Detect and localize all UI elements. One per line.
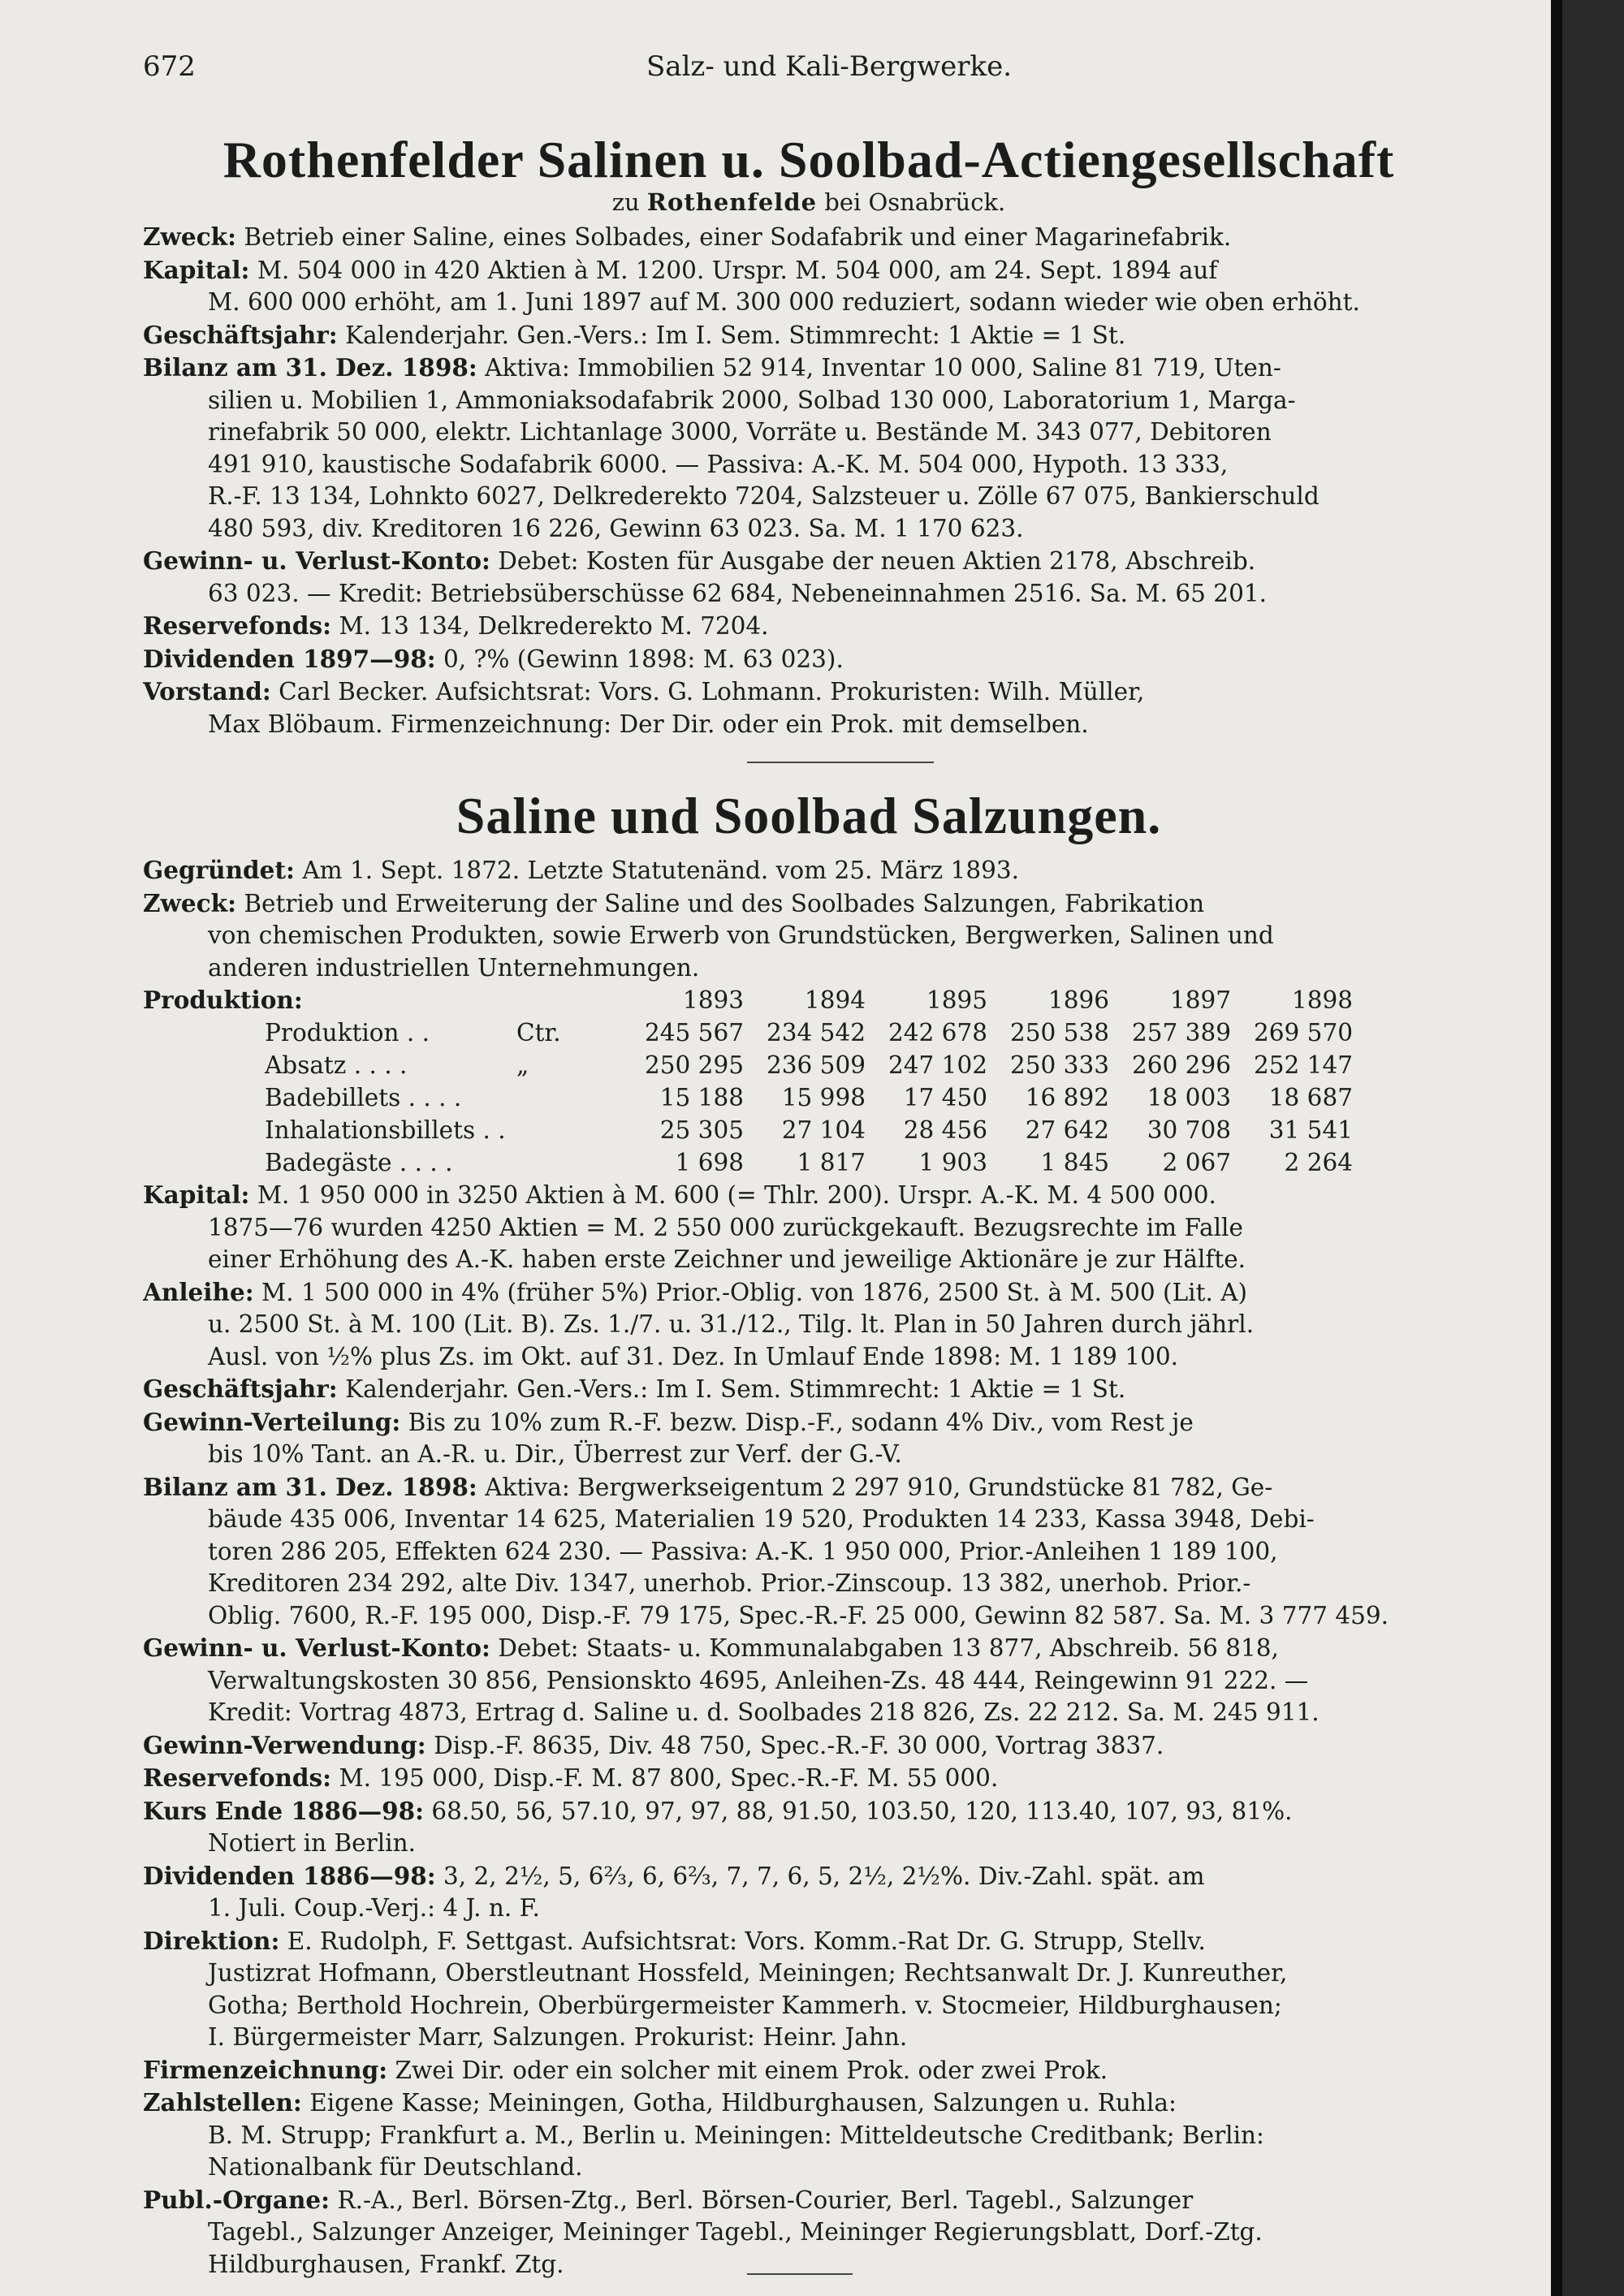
production-row: [143, 1114, 1353, 1146]
entry-line: [143, 675, 1515, 709]
entry-text: von chemischen Produkten, sowie Erwerb von Grundstücken, Bergwerken, Salinen und: [208, 921, 1274, 949]
entry-line: [143, 1632, 1515, 1665]
production-cell: 28 456: [903, 1116, 987, 1144]
entry-text: 0, ?% (Gewinn 1898: M. 63 023).: [435, 645, 844, 673]
entry-line: [143, 1373, 1515, 1406]
entry-text: Aktiva: Bergwerkseigentum 2 297 910, Grundstücke 81 782, Ge-: [477, 1473, 1273, 1501]
entry-continuation-line: [143, 1244, 1515, 1276]
production-cell: 269 570: [1254, 1019, 1353, 1047]
entry-text: Hildburghausen, Frankf. Ztg.: [208, 2250, 564, 2278]
entry-line: [143, 2054, 1515, 2087]
entry-text: Justizrat Hofmann, Oberstleutnant Hossfeld, Meiningen; Rechtsanwalt Dr. J. Kunreuther,: [208, 1959, 1288, 1987]
production-cell: 250 538: [1010, 1019, 1109, 1047]
production-cell: 2 264: [1284, 1149, 1353, 1176]
production-cell: 245 567: [645, 1019, 744, 1047]
entry-continuation-line: [143, 1957, 1515, 1990]
entry-text: Gotha; Berthold Hochrein, Oberbürgermeister Kammerh. v. Stocmeier, Hildburghausen;: [208, 1991, 1282, 2019]
entry-line: [143, 1860, 1515, 1893]
entry-continuation-line: [143, 2120, 1515, 2152]
entry-label: Kurs Ende 1886—98:: [143, 1796, 425, 1825]
entry-label: Reservefonds:: [143, 611, 332, 640]
entry-text: Eigene Kasse; Meiningen, Gotha, Hildburghausen, Salzungen u. Ruhla:: [301, 2089, 1177, 2117]
production-row-label: Produktion . .: [265, 1019, 430, 1047]
company1-title: Rothenfelder Salinen u. Soolbad-Actiengesellschaft: [222, 131, 1395, 188]
company1-subtitle: [143, 188, 1475, 216]
entry-continuation-line: [143, 2249, 1515, 2281]
production-cell: 252 147: [1254, 1051, 1353, 1079]
entry-text: M. 195 000, Disp.-F. M. 87 800, Spec.-R.-F. M. 55 000.: [331, 1764, 999, 1792]
production-row-label: Absatz . . . .: [265, 1051, 408, 1079]
entry-continuation-line: [143, 513, 1515, 546]
entry-text: Nationalbank für Deutschland.: [208, 2153, 583, 2181]
entry-text: Debet: Kosten für Ausgabe der neuen Aktien 2178, Abschreib.: [490, 547, 1256, 575]
entry-label: Gewinn-Verteilung:: [143, 1407, 401, 1436]
production-cell: 236 509: [767, 1051, 866, 1079]
entry-continuation-line: [143, 1600, 1515, 1633]
entry-continuation-line: [143, 1212, 1515, 1245]
entry-continuation-line: [143, 952, 1515, 985]
entry-line: [143, 319, 1515, 352]
entry-line: [143, 254, 1515, 287]
entry-line: [143, 610, 1515, 643]
entry-text: Debet: Staats- u. Kommunalabgaben 13 877, Abschreib. 56 818,: [490, 1634, 1279, 1662]
company1-sub-post: bei Osnabrück.: [824, 188, 1006, 216]
production-cell: 31 541: [1268, 1116, 1353, 1144]
entry-continuation-line: [143, 1697, 1515, 1729]
running-head: [143, 50, 1462, 91]
entry-continuation-line: [143, 1568, 1515, 1600]
entry-text: einer Erhöhung des A.-K. haben erste Zeichner und jeweilige Aktionäre je zur Hälfte.: [208, 1245, 1246, 1273]
entry-label: Gegründet:: [143, 856, 295, 884]
entry-text: Verwaltungskosten 30 856, Pensionskto 4695, Anleihen-Zs. 48 444, Reingewinn 91 222. —: [208, 1666, 1309, 1694]
entry-line: [143, 1762, 1515, 1795]
production-cell: 250 295: [645, 1051, 744, 1079]
entry-line: [143, 1276, 1515, 1310]
entry-text: M. 13 134, Delkrederekto M. 7204.: [331, 612, 769, 640]
entry-text: Kredit: Vortrag 4873, Ertrag d. Saline u. d. Soolbades 218 826, Zs. 22 212. Sa. M. 245 911.: [208, 1698, 1320, 1726]
production-year: 1897: [1169, 986, 1231, 1014]
entry-text: M. 504 000 in 420 Aktien à M. 1200. Urspr. M. 504 000, am 24. Sept. 1894 auf: [249, 256, 1218, 284]
company2-body-top: [143, 854, 1515, 984]
production-cell: 15 998: [781, 1084, 866, 1111]
entry-label: Kapital:: [143, 255, 250, 284]
entry-label: Dividenden 1897—98:: [143, 644, 436, 673]
entry-text: Betrieb und Erweiterung der Saline und des Soolbades Salzungen, Fabrikation: [236, 889, 1205, 917]
entry-continuation-line: [143, 1439, 1515, 1471]
production-year: 1894: [804, 986, 866, 1014]
production-row: [143, 1049, 1353, 1081]
entry-line: [143, 2087, 1515, 2120]
page-number: 672: [143, 50, 196, 83]
production-cell: 18 687: [1268, 1084, 1353, 1111]
production-row: [143, 1081, 1353, 1114]
production-row: [143, 1016, 1353, 1049]
entry-label: Gewinn-Verwendung:: [143, 1730, 426, 1759]
entry-label: Geschäftsjahr:: [143, 320, 338, 349]
production-cell: 257 389: [1132, 1019, 1231, 1047]
entry-continuation-line: [143, 1504, 1515, 1536]
production-cell: 1 845: [1040, 1149, 1109, 1176]
entry-line: [143, 1925, 1515, 1958]
production-row-label: Badebillets . . . .: [265, 1084, 462, 1111]
production-cell: 27 104: [781, 1116, 866, 1144]
entry-text: Zwei Dir. oder ein solcher mit einem Prok. oder zwei Prok.: [387, 2056, 1108, 2084]
entry-continuation-line: [143, 920, 1515, 952]
entry-label: Dividenden 1886—98:: [143, 1861, 436, 1890]
production-cell: 1 817: [797, 1149, 866, 1176]
production-row: [143, 1146, 1353, 1179]
entry-text: R.-A., Berl. Börsen-Ztg., Berl. Börsen-Courier, Berl. Tagebl., Salzunger: [330, 2186, 1194, 2214]
entry-text: M. 1 500 000 in 4% (früher 5%) Prior.-Oblig. von 1876, 2500 St. à M. 500 (Lit. A): [253, 1278, 1248, 1306]
entry-continuation-line: [143, 2216, 1515, 2249]
entry-line: [143, 2184, 1515, 2217]
entry-line: [143, 352, 1515, 385]
entry-text: 1875—76 wurden 4250 Aktien = M. 2 550 000 zurückgekauft. Bezugsrechte im Falle: [208, 1213, 1243, 1241]
entry-line: [143, 1729, 1515, 1763]
entry-text: M. 600 000 erhöht, am 1. Juni 1897 auf M. 300 000 reduziert, sodann wieder wie oben erhöht.: [208, 288, 1360, 316]
entry-text: Tagebl., Salzunger Anzeiger, Meininger Tagebl., Meininger Regierungsblatt, Dorf.-Ztg.: [208, 2218, 1263, 2246]
entry-text: 480 593, div. Kreditoren 16 226, Gewinn 63 023. Sa. M. 1 170 623.: [208, 514, 1024, 542]
entry-continuation-line: [143, 1309, 1515, 1341]
entry-text: M. 1 950 000 in 3250 Aktien à M. 600 (= Thlr. 200). Urspr. A.-K. M. 4 500 000.: [249, 1181, 1216, 1209]
company1-sub-place: Rothenfelde: [646, 188, 818, 216]
entry-continuation-line: [143, 2022, 1515, 2054]
entry-label: Anleihe:: [143, 1277, 254, 1306]
entry-label: Publ.-Organe:: [143, 2185, 330, 2214]
production-cell: 1 903: [918, 1149, 987, 1176]
entry-text: anderen industriellen Unternehmungen.: [208, 953, 700, 982]
production-cell: 30 708: [1147, 1116, 1231, 1144]
production-cell: 242 678: [888, 1019, 987, 1047]
entry-text: Kreditoren 234 292, alte Div. 1347, unerhob. Prior.-Zinscoup. 13 382, unerhob. Prior.-: [208, 1569, 1251, 1597]
entry-text: toren 286 205, Effekten 624 230. — Passiva: A.-K. 1 950 000, Prior.-Anleihen 1 189 100,: [208, 1537, 1278, 1565]
entry-text: B. M. Strupp; Frankfurt a. M., Berlin u. Meiningen: Mitteldeutsche Creditbank; Berlin:: [208, 2121, 1264, 2149]
entry-text: bäude 435 006, Inventar 14 625, Materialien 19 520, Produkten 14 233, Kassa 3948, Debi-: [208, 1505, 1315, 1533]
entry-continuation-line: [143, 1341, 1515, 1374]
production-year: 1893: [682, 986, 744, 1014]
production-cell: 18 003: [1147, 1084, 1231, 1111]
company2-body-bottom: [143, 1179, 1515, 2281]
entry-text: 63 023. — Kredit: Betriebsüberschüsse 62 684, Nebeneinnahmen 2516. Sa. M. 65 201.: [208, 579, 1267, 607]
entry-text: Carl Becker. Aufsichtsrat: Vors. G. Lohmann. Prokuristen: Wilh. Müller,: [270, 678, 1145, 706]
entry-continuation-line: [143, 449, 1515, 481]
entry-line: [143, 1795, 1515, 1828]
production-year: 1895: [926, 986, 987, 1014]
entry-label: Reservefonds:: [143, 1763, 332, 1792]
entry-continuation-line: [143, 385, 1515, 417]
production-year: 1896: [1047, 986, 1109, 1014]
entry-label: Bilanz am 31. Dez. 1898:: [143, 1472, 477, 1501]
entry-continuation-line: [143, 1990, 1515, 2022]
production-cell: 27 642: [1025, 1116, 1109, 1144]
entry-continuation-line: [143, 1892, 1515, 1925]
entry-text: Betrieb einer Saline, eines Solbades, einer Sodafabrik und einer Magarinefabrik.: [236, 223, 1232, 251]
production-row-label: Inhalationsbillets . .: [265, 1116, 506, 1144]
entry-label: Gewinn- u. Verlust-Konto:: [143, 546, 490, 575]
production-cell: 234 542: [767, 1019, 866, 1047]
entry-label: Kapital:: [143, 1180, 250, 1209]
production-label: Produktion:: [143, 986, 303, 1014]
entry-label: Bilanz am 31. Dez. 1898:: [143, 353, 477, 382]
company1-sub-pre: zu: [611, 188, 640, 216]
entry-line: [143, 545, 1515, 578]
entry-continuation-line: [143, 1665, 1515, 1698]
production-row-unit: [516, 1146, 622, 1179]
production-cell: 250 333: [1010, 1051, 1109, 1079]
production-cell: 1 698: [675, 1149, 744, 1176]
production-cell: 15 188: [659, 1084, 744, 1111]
entry-label: Direktion:: [143, 1926, 280, 1955]
production-row-unit: [516, 1114, 622, 1146]
entry-label: Zweck:: [143, 888, 236, 917]
entry-text: 3, 2, 2½, 5, 6⅔, 6, 6⅔, 7, 7, 6, 5, 2½, 2½%. Div.-Zahl. spät. am: [435, 1862, 1205, 1890]
entry-text: Disp.-F. 8635, Div. 48 750, Spec.-R.-F. 30 000, Vortrag 3837.: [425, 1731, 1164, 1759]
production-cell: 16 892: [1025, 1084, 1109, 1111]
entry-continuation-line: [143, 2151, 1515, 2184]
entry-continuation-line: [143, 481, 1515, 513]
entry-line: [143, 643, 1515, 676]
entry-text: 1. Juli. Coup.-Verj.: 4 J. n. F.: [208, 1894, 540, 1922]
entry-text: Oblig. 7600, R.-F. 195 000, Disp.-F. 79 175, Spec.-R.-F. 25 000, Gewinn 82 587. Sa. M. 3 777 459.: [208, 1601, 1389, 1629]
entry-text: Ausl. von ½% plus Zs. im Okt. auf 31. Dez. In Umlauf Ende 1898: M. 1 189 100.: [208, 1342, 1178, 1370]
production-row-unit: „: [516, 1051, 529, 1079]
entry-text: u. 2500 St. à M. 100 (Lit. B). Zs. 1./7. u. 31./12., Tilg. lt. Plan in 50 Jahren durch jährl.: [208, 1310, 1255, 1338]
entry-text: Kalenderjahr. Gen.-Vers.: Im I. Sem. Stimmrecht: 1 Aktie = 1 St.: [337, 321, 1126, 349]
section-divider: [747, 2273, 853, 2275]
entry-text: R.-F. 13 134, Lohnkto 6027, Delkrederekto 7204, Salzsteuer u. Zölle 67 075, Bankierschuld: [208, 482, 1320, 510]
entry-continuation-line: [143, 287, 1515, 319]
entry-text: silien u. Mobilien 1, Ammoniaksodafabrik 2000, Solbad 130 000, Laboratorium 1, Marga-: [208, 386, 1296, 414]
production-row-unit: [516, 1081, 622, 1114]
entry-label: Zahlstellen:: [143, 2088, 302, 2117]
entry-line: [143, 1406, 1515, 1439]
entry-line: [143, 854, 1515, 887]
entry-text: rinefabrik 50 000, elektr. Lichtanlage 3000, Vorräte u. Bestände M. 343 077, Debitoren: [208, 418, 1272, 446]
entry-line: [143, 1179, 1515, 1212]
production-header-row: [143, 984, 1353, 1016]
entry-label: Firmenzeichnung:: [143, 2055, 388, 2084]
entry-text: E. Rudolph, F. Settgast. Aufsichtsrat: Vors. Komm.-Rat Dr. G. Strupp, Stellv.: [279, 1927, 1206, 1955]
binding-gutter: [1551, 0, 1624, 2296]
entry-continuation-line: [143, 709, 1515, 741]
entry-continuation-line: [143, 578, 1515, 611]
production-table: [143, 984, 1523, 1179]
running-title: Salz- und Kali-Bergwerke.: [646, 50, 1013, 83]
production-row-unit: Ctr.: [516, 1019, 561, 1047]
entry-text: I. Bürgermeister Marr, Salzungen. Prokurist: Heinr. Jahn.: [208, 2023, 908, 2051]
company1-body: [143, 221, 1515, 740]
entry-label: Zweck:: [143, 222, 236, 251]
entry-text: bis 10% Tant. an A.-R. u. Dir., Überrest zur Verf. der G.-V.: [208, 1440, 902, 1468]
production-cell: 2 067: [1162, 1149, 1231, 1176]
entry-label: Gewinn- u. Verlust-Konto:: [143, 1634, 490, 1662]
entry-text: Kalenderjahr. Gen.-Vers.: Im I. Sem. Stimmrecht: 1 Aktie = 1 St.: [337, 1375, 1126, 1403]
production-year: 1898: [1291, 986, 1353, 1014]
entry-text: 68.50, 56, 57.10, 97, 97, 88, 91.50, 103.50, 120, 113.40, 107, 93, 81%.: [424, 1797, 1293, 1825]
entry-label: Vorstand:: [143, 677, 271, 706]
entry-label: Geschäftsjahr:: [143, 1375, 338, 1403]
entry-line: [143, 887, 1515, 921]
production-row-label: Badegäste . . . .: [265, 1149, 453, 1176]
entry-line: [143, 1471, 1515, 1504]
production-cell: 247 102: [888, 1051, 987, 1079]
entry-text: Notiert in Berlin.: [208, 1829, 416, 1857]
entry-text: Bis zu 10% zum R.-F. bezw. Disp.-F., sodann 4% Div., vom Rest je: [400, 1408, 1194, 1436]
entry-line: [143, 221, 1515, 254]
company2-title: Saline und Soolbad Salzungen.: [456, 787, 1162, 844]
entry-text: Max Blöbaum. Firmenzeichnung: Der Dir. oder ein Prok. mit demselben.: [208, 710, 1089, 738]
production-cell: 17 450: [903, 1084, 987, 1111]
production-cell: 260 296: [1132, 1051, 1231, 1079]
entry-text: Am 1. Sept. 1872. Letzte Statutenänd. vom 25. März 1893.: [294, 857, 1020, 884]
section-divider: [747, 762, 934, 763]
entry-text: Aktiva: Immobilien 52 914, Inventar 10 000, Saline 81 719, Uten-: [477, 354, 1281, 382]
entry-continuation-line: [143, 416, 1515, 449]
entry-text: 491 910, kaustische Sodafabrik 6000. — Passiva: A.-K. M. 504 000, Hypoth. 13 333,: [208, 450, 1229, 478]
production-cell: 25 305: [659, 1116, 744, 1144]
entry-continuation-line: [143, 1536, 1515, 1569]
entry-continuation-line: [143, 1828, 1515, 1860]
